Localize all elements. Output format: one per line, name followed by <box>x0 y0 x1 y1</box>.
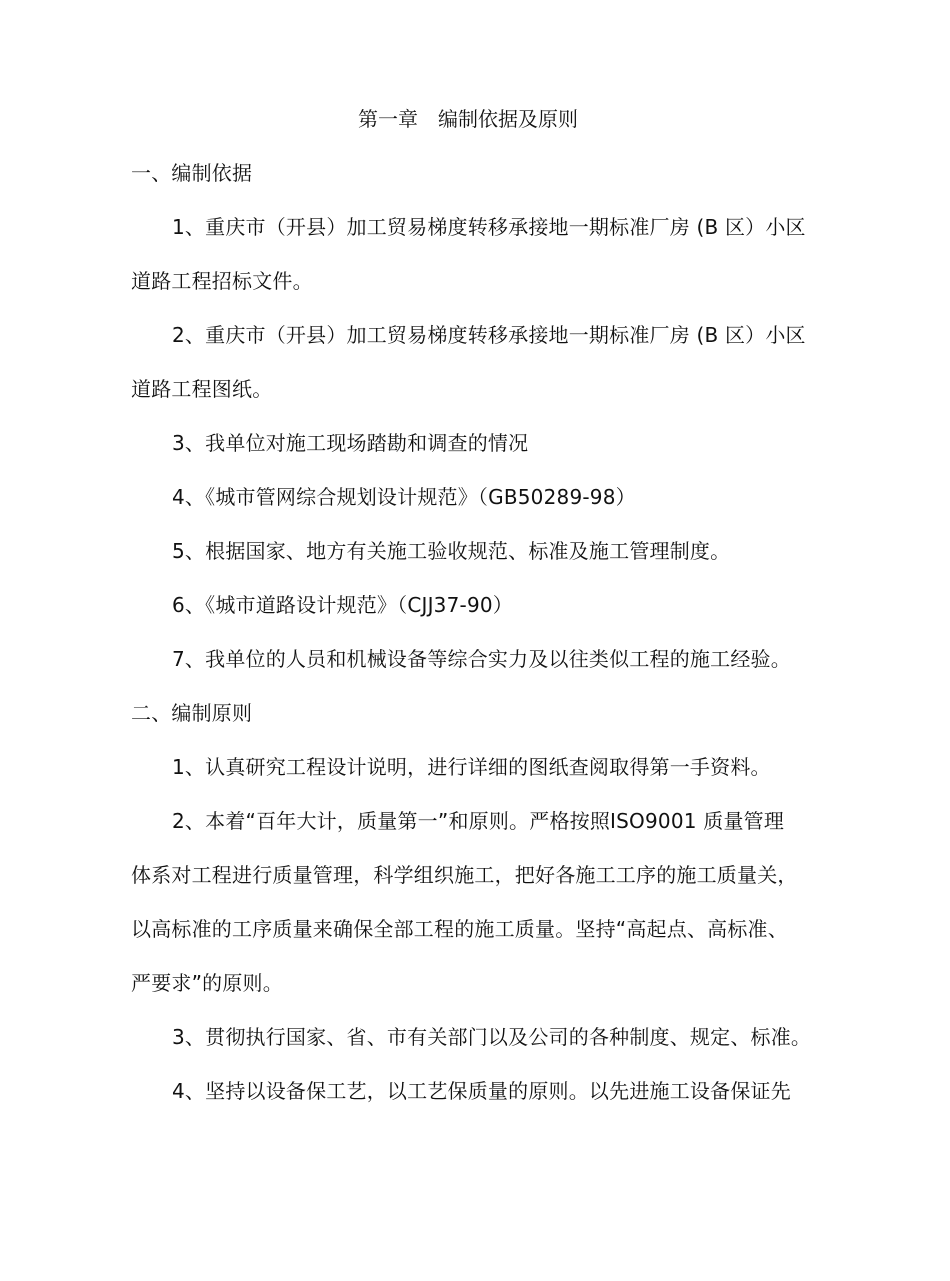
basis-item-3: 3、我单位对施工现场踏勘和调查的情况 <box>172 431 529 455</box>
principle-item-2-line-3: 以高标准的工序质量来确保全部工程的施工质量。坚持“高起点、高标准、 <box>131 917 788 941</box>
principle-item-2-line-4: 严要求”的原则。 <box>131 971 283 995</box>
basis-item-1-line-1: 1、重庆市（开县）加工贸易梯度转移承接地一期标准厂房 (B 区）小区 <box>172 215 806 239</box>
basis-item-5: 5、根据国家、地方有关施工验收规范、标准及施工管理制度。 <box>172 539 731 563</box>
basis-item-1-line-2: 道路工程招标文件。 <box>131 269 313 293</box>
basis-item-6: 6、《城市道路设计规范》（CJJ37-90） <box>172 593 514 617</box>
section-heading-principles: 二、编制原则 <box>131 701 253 725</box>
principle-item-1: 1、认真研究工程设计说明，进行详细的图纸查阅取得第一手资料。 <box>172 755 771 779</box>
basis-item-2-line-2: 道路工程图纸。 <box>131 377 273 401</box>
principle-item-2-line-2: 体系对工程进行质量管理，科学组织施工，把好各施工工序的施工质量关， <box>131 863 798 887</box>
principle-item-2-line-1: 2、本着“百年大计，质量第一”和原则。严格按照ISO9001 质量管理 <box>172 809 785 833</box>
section-heading-basis: 一、编制依据 <box>131 161 253 185</box>
principle-item-3: 3、贯彻执行国家、省、市有关部门以及公司的各种制度、规定、标准。 <box>172 1025 812 1049</box>
basis-item-7: 7、我单位的人员和机械设备等综合实力及以往类似工程的施工经验。 <box>172 647 791 671</box>
basis-item-2-line-1: 2、重庆市（开县）加工贸易梯度转移承接地一期标准厂房 (B 区）小区 <box>172 323 806 347</box>
basis-item-4: 4、《城市管网综合规划设计规范》（GB50289-98） <box>172 485 636 509</box>
chapter-title: 第一章 编制依据及原则 <box>358 107 578 131</box>
principle-item-4-line-1: 4、坚持以设备保工艺，以工艺保质量的原则。以先进施工设备保证先 <box>172 1079 791 1103</box>
